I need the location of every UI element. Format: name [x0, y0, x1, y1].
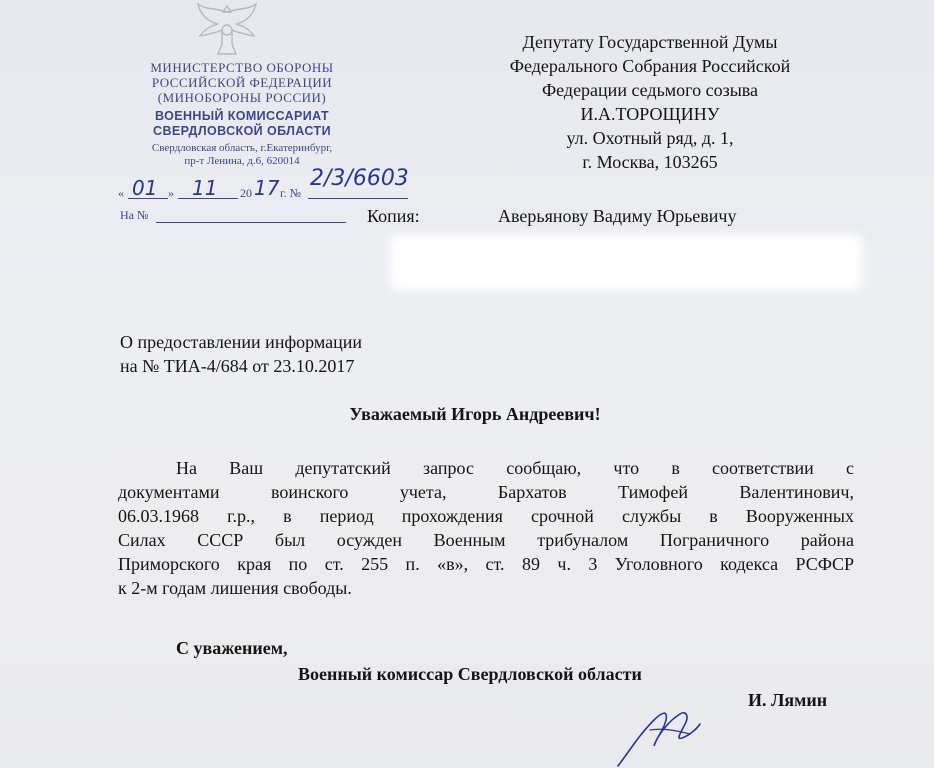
subject-line-1: О предоставлении информации	[120, 332, 362, 352]
stamp-short-name-line: (МИНОБОРОНЫ РОССИИ)	[157, 90, 327, 105]
stamp-reference-line	[120, 208, 148, 223]
body-line-1: На Ваш депутатский запрос сообщаю, что в соответствии с	[176, 458, 854, 478]
date-year-prefix: 20	[240, 186, 252, 200]
date-number-label: г. №	[280, 186, 302, 200]
signer-name: И. Лямин	[748, 690, 828, 710]
body-line-3: 06.03.1968 г.р., в период прохождения срочной службы в Вооруженных	[118, 506, 854, 526]
date-month-underline	[178, 198, 238, 199]
reference-underline	[156, 222, 346, 223]
stamp-date-line	[118, 166, 418, 208]
closing-phrase: С уважением,	[176, 638, 288, 658]
body-line-6: к 2-м годам лишения свободы.	[118, 578, 352, 598]
addressee-block	[470, 30, 830, 174]
copy-label: Копия:	[367, 206, 420, 226]
body-line-2: документами воинского учета, Бархатов Тимофей Валентинович,	[118, 482, 854, 502]
stamp-region-line: СВЕРДЛОВСКОЙ ОБЛАСТИ	[153, 124, 331, 138]
stamp-federation-line: РОССИЙСКОЙ ФЕДЕРАЦИИ	[151, 75, 333, 90]
letter-body	[118, 456, 854, 600]
double-headed-eagle-emblem	[190, 0, 264, 58]
redacted-address-area	[390, 234, 862, 290]
reference-label: На №	[120, 208, 149, 222]
date-month-handwritten: 11	[192, 176, 218, 200]
subject-block	[120, 330, 362, 378]
outgoing-number-handwritten: 2/3/6603	[310, 166, 409, 191]
body-line-4: Силах СССР был осужден Военным трибуналом Пограничного района	[118, 530, 854, 550]
copy-recipient-name: Аверьянову Вадиму Юрьевичу	[498, 206, 737, 226]
body-line-5: Приморского края по ст. 255 п. «в», ст. 89 ч. 3 Уголовного кодекса РСФСР	[118, 554, 854, 574]
addressee-line-3: Федерации седьмого созыва	[541, 80, 759, 100]
stamp-ministry-line: МИНИСТЕРСТВО ОБОРОНЫ	[150, 60, 334, 75]
addressee-line-1: Депутату Государственной Думы	[522, 32, 778, 52]
handwritten-signature	[610, 690, 720, 768]
stamp-address-line-1: Свердловская область, г.Екатеринбург,	[151, 142, 333, 154]
date-day-handwritten: 01	[132, 176, 158, 200]
addressee-name: И.А.ТОРОЩИНУ	[580, 104, 720, 124]
number-underline	[308, 198, 408, 199]
addressee-line-2: Федерального Собрания Российской	[509, 56, 791, 76]
subject-line-2: на № ТИА-4/684 от 23.10.2017	[120, 356, 355, 376]
date-open-quote: «	[118, 186, 124, 200]
addressee-city: г. Москва, 103265	[582, 152, 718, 172]
signer-position: Военный комиссар Свердловской области	[298, 664, 642, 684]
stamp-commissariat-line: ВОЕННЫЙ КОМИССАРИАТ	[154, 109, 329, 123]
stamp-address-line-2: пр-т Ленина, д.6, 620014	[184, 155, 300, 167]
ministry-stamp	[112, 60, 372, 168]
salutation: Уважаемый Игорь Андреевич!	[349, 404, 601, 424]
date-close-quote: »	[168, 186, 174, 200]
date-year-handwritten: 17	[254, 176, 280, 200]
date-day-underline	[128, 198, 168, 199]
addressee-street: ул. Охотный ряд, д. 1,	[566, 128, 734, 148]
